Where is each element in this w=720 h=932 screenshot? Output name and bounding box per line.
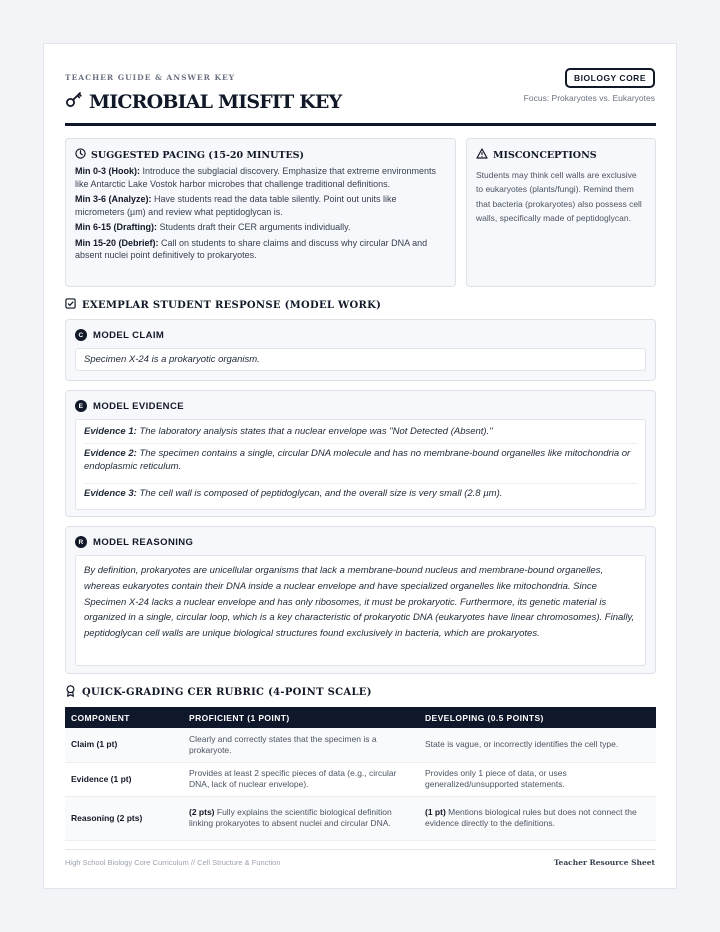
model-evidence-list	[75, 419, 646, 510]
page-title-text: MICROBIAL MISFIT KEY	[89, 90, 342, 113]
footer-divider	[65, 849, 656, 850]
rubric-developing: State is vague, or incorrectly identifies the cell type.	[419, 728, 656, 762]
rubric-heading	[65, 685, 372, 700]
key-icon	[65, 90, 83, 113]
rubric-developing: (1 pt) Mentions biological rules but does not connect the evidence directly to the definitions.	[419, 796, 656, 840]
pacing-title: SUGGESTED PACING (15-20 MINUTES)	[91, 149, 305, 161]
rubric-table	[65, 707, 656, 841]
rubric-proficient: (2 pts) Fully explains the scientific biological definition linking prokaryotes to absent nuclei and circular DNA.	[183, 796, 419, 840]
rubric-proficient: Provides at least 2 specific pieces of data (e.g., circular DNA, lack of nuclear envelope).	[183, 762, 419, 796]
model-reasoning-heading	[75, 536, 646, 548]
answer-key-page	[43, 43, 677, 889]
rubric-title: QUICK-GRADING CER RUBRIC (4-POINT SCALE)	[82, 687, 372, 698]
rubric-col-developing: DEVELOPING (0.5 POINTS)	[419, 707, 656, 728]
model-evidence-title: MODEL EVIDENCE	[93, 400, 184, 412]
misconceptions-heading	[476, 148, 646, 162]
subject-badge: BIOLOGY CORE	[565, 68, 655, 88]
rubric-col-proficient: PROFICIENT (1 POINT)	[183, 707, 419, 728]
focus-label: Focus: Prokaryotes vs. Eukaryotes	[523, 93, 655, 103]
page-title	[65, 90, 341, 113]
evidence-item: Evidence 3: The cell wall is composed of peptidoglycan, and the overall size is very small (2.8 µm).	[84, 488, 503, 499]
misconceptions-title: MISCONCEPTIONS	[493, 149, 597, 161]
pacing-item: Min 0-3 (Hook): Introduce the subglacial discovery. Emphasize that extreme environments like Antarctic Lake Vostok harbor microbes that challenge traditional definitions.	[75, 166, 436, 189]
footer-resource-label: Teacher Resource Sheet	[553, 858, 655, 867]
pacing-item: Min 6-15 (Drafting): Students draft their CER arguments individually.	[75, 222, 351, 232]
rubric-component: Evidence (1 pt)	[65, 762, 183, 796]
header-divider	[65, 123, 656, 126]
pacing-item: Min 3-6 (Analyze): Have students read the data table silently. Point out units like micrometers (µm) and review what peptidoglycan is.	[75, 194, 397, 217]
pacing-item: Min 15-20 (Debrief): Call on students to share claims and discuss why circular DNA and absent nuclei point definitively to prokaryotes.	[75, 237, 428, 260]
model-evidence-heading	[75, 400, 646, 412]
rubric-developing: Provides only 1 piece of data, or uses generalized/unsupported statements.	[419, 762, 656, 796]
rubric-component: Claim (1 pt)	[65, 728, 183, 762]
rubric-col-component: COMPONENT	[65, 707, 183, 728]
model-reasoning-text: By definition, prokaryotes are unicellular organisms that lack a membrane-bound nucleus and membrane-bound organelles, whereas eukaryotes contain their DNA inside a nuclear envelope and have specialized organelles like mitochondria. Since Specimen X-24 lacks a nuclear envelope and has only ribosomes, it must be prokaryotic. Furthermore, its genetic material is organized in a single, circular loop, which is a key characteristic of prokaryotic DNA (eukaryotes have linear chromosomes). Finally, peptidoglycan cell walls are unique biological structures found exclusively in bacteria, which are prokaryotes.	[75, 555, 646, 666]
footer-curriculum: High School Biology Core Curriculum // Cell Structure & Function	[65, 858, 281, 867]
clock-icon	[75, 148, 86, 162]
model-claim-text: Specimen X-24 is a prokaryotic organism.	[75, 348, 646, 371]
model-reasoning-title: MODEL REASONING	[93, 536, 194, 548]
model-evidence-card	[65, 390, 656, 517]
rubric-header-row	[65, 707, 656, 728]
model-claim-title: MODEL CLAIM	[93, 329, 165, 341]
reasoning-letter-badge: R	[75, 536, 87, 548]
rubric-row	[65, 796, 656, 840]
rubric-component: Reasoning (2 pts)	[65, 796, 183, 840]
rubric-row	[65, 728, 656, 762]
evidence-letter-badge: E	[75, 400, 87, 412]
model-claim-heading	[75, 329, 646, 341]
claim-letter-badge: C	[75, 329, 87, 341]
model-reasoning-card	[65, 526, 656, 674]
evidence-item: Evidence 2: The specimen contains a single, circular DNA molecule and has no membrane-bound organelles like mitochondria or endoplasmic reticulum.	[84, 448, 631, 472]
exemplar-heading	[65, 298, 381, 312]
warning-icon	[476, 148, 488, 162]
rubric-row	[65, 762, 656, 796]
award-icon	[65, 685, 76, 700]
rubric-proficient: Clearly and correctly states that the specimen is a prokaryote.	[183, 728, 419, 762]
pacing-card	[65, 138, 456, 287]
header-kicker: TEACHER GUIDE & ANSWER KEY	[65, 73, 236, 82]
misconceptions-card	[466, 138, 656, 287]
model-claim-card	[65, 319, 656, 381]
exemplar-title: EXEMPLAR STUDENT RESPONSE (MODEL WORK)	[82, 299, 382, 311]
pacing-heading	[75, 148, 446, 162]
misconceptions-body: Students may think cell walls are exclusive to eukaryotes (plants/fungi). Remind them that bacteria (prokaryotes) also possess cell walls, specifically made of peptidoglycan.	[476, 170, 642, 223]
check-square-icon	[65, 298, 76, 312]
evidence-item: Evidence 1: The laboratory analysis states that a nuclear envelope was "Not Detected (Absent)."	[84, 426, 493, 437]
